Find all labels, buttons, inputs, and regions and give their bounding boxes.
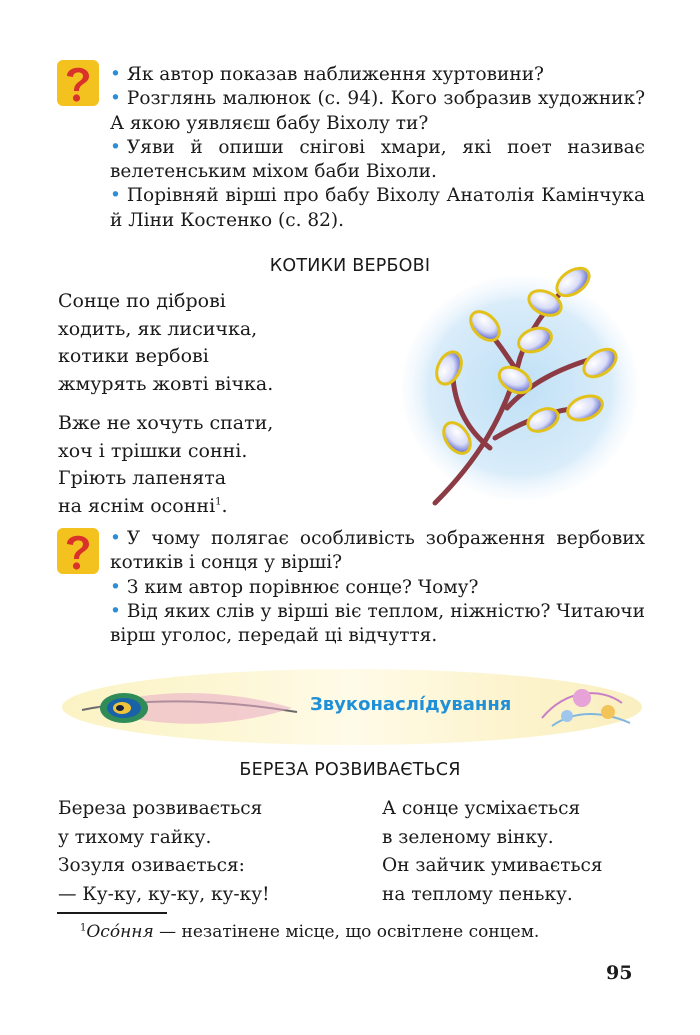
questions-block-2 [110,527,645,648]
poem-line: Он зайчик умивається [382,855,603,876]
poem-line: — Ку-ку, ку-ку, ку-ку! [58,883,270,905]
question-item: • Уяви й опиши снігові хмари, які поет називає велетенським міхом баби Віхоли. [110,136,645,183]
poem-line: Гріють лапенята [58,467,227,489]
question-item: • Розглянь малюнок (с. 94). Кого зобразив художник? А якою уявляєш бабу Віхолу ти? [110,88,645,134]
poem-text [58,288,273,520]
poem-line: ходить, як лисичка, [58,317,258,340]
footnote-term: Осо́ння [86,922,154,942]
poem-line: в зеленому вінку. [382,826,554,848]
poem-line: Вже не хочуть спати, [58,412,274,434]
question-mark-icon [57,60,99,106]
footnote-text: — незатінене місце, що освітлене сонцем. [153,922,540,942]
footnote-mark: 1 [80,922,87,934]
question-item: • У чому полягає особливість зображення вербових котиків і сонця у вірші? [110,528,645,574]
poem-column-left [58,795,270,909]
poem-line: Сонце по діброві [58,290,226,312]
poem-title: КОТИКИ ВЕРБОВІ [269,256,431,276]
question-item: • З ким автор порівнює сонце? Чому? [110,576,479,598]
poem-title: БЕРЕЗА РОЗВИВАЄТЬСЯ [239,760,461,780]
page-number: 95 [606,962,633,984]
footnote-mark: 1 [215,496,222,508]
footnote [80,922,539,942]
poem-line: А сонце усміхається [382,798,581,819]
question-item: • Порівняй вірші про бабу Віхолу Анатолія Камінчука й Ліни Костенко (с. 82). [110,185,645,231]
banner-title: Звуконаслі́дування [310,694,512,715]
footnote-divider [57,912,167,914]
poem-line: на яснім осонні$^1$. [58,494,228,517]
poem-line: Зозуля озивається: [58,855,245,876]
willow-branch-illustration [395,258,645,513]
poem-line: у тихому гайку. [58,826,212,848]
questions-block-1 [110,63,645,233]
question-item: • Як автор показав наближення хуртовини? [110,64,544,85]
poem-column-right [382,795,603,909]
question-mark-icon [57,528,99,574]
poem-line: Береза розвивається [58,798,263,819]
poem-line: котики вербові [58,345,209,367]
poem-line: жмурять жовті вічка. [58,372,274,395]
poem-line: хоч і трішки сонні. [58,439,248,462]
question-item: • Від яких слів у вірші віє теплом, ніжністю? Читаючи вірш уголос, передай ці відчуття. [110,600,645,647]
poem-line: на теплому пеньку. [382,883,573,905]
